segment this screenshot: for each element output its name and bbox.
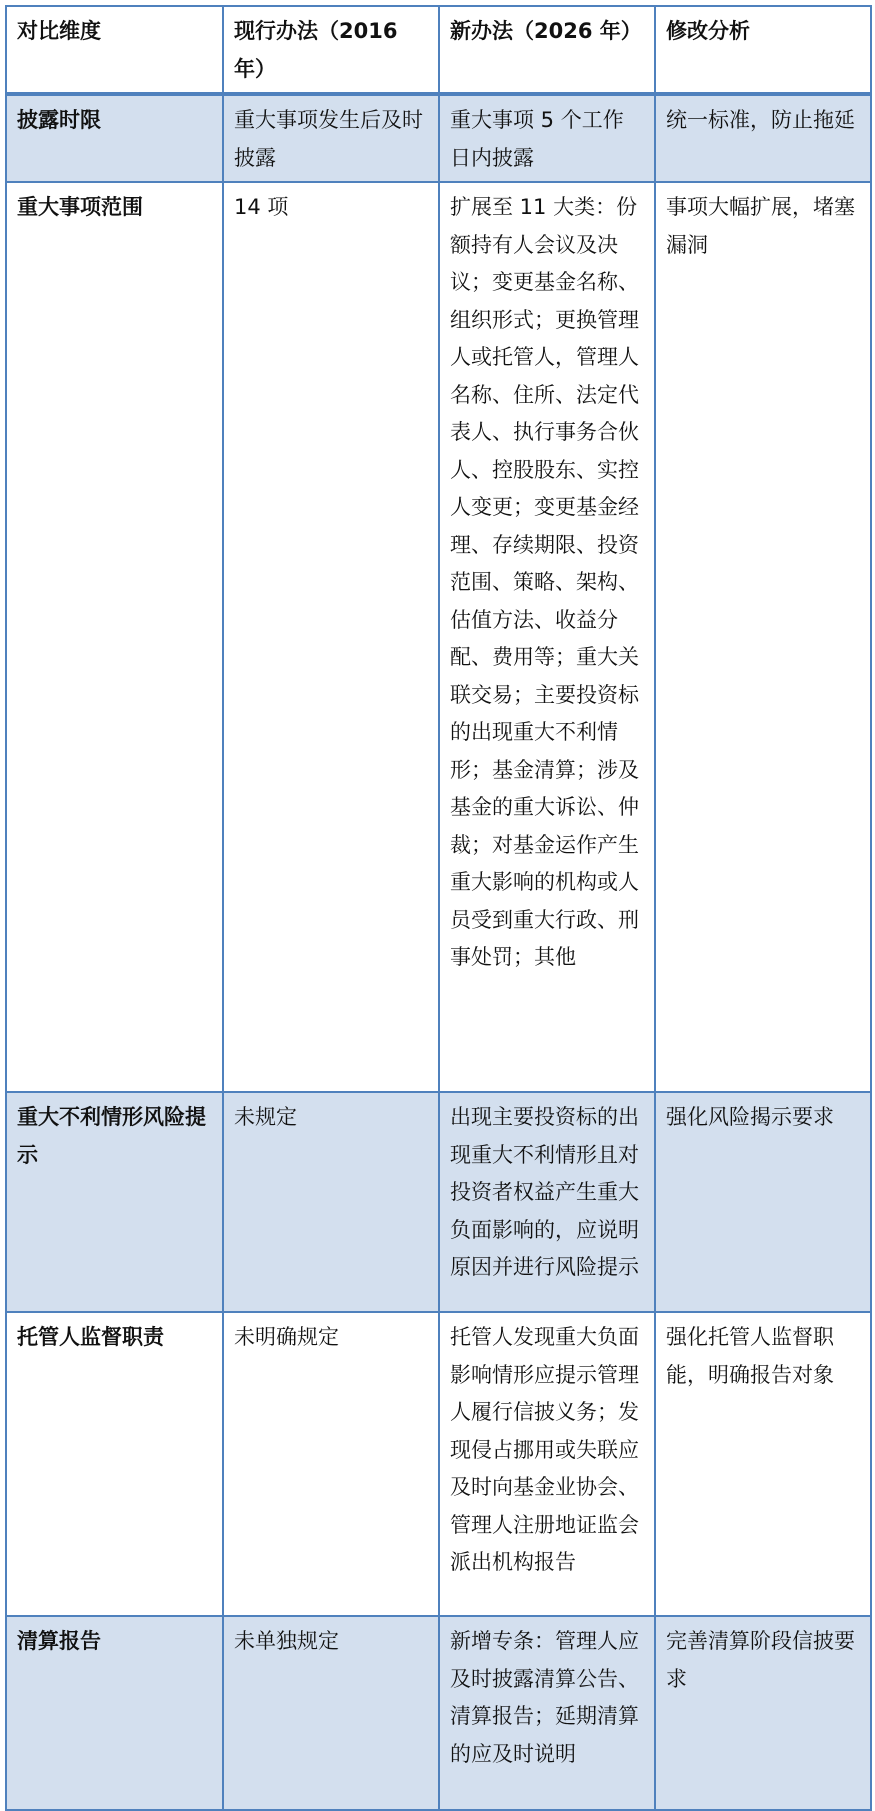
header-current-rules: 现行办法（2016年） <box>223 6 439 94</box>
table-row <box>6 1312 871 1616</box>
table-row <box>6 1616 871 1810</box>
cell-dimension: 托管人监督职责 <box>6 1312 223 1616</box>
header-row <box>6 6 871 94</box>
cell-current: 未单独规定 <box>223 1616 439 1810</box>
cell-new: 重大事项 5 个工作日内披露 <box>439 94 655 182</box>
cell-new: 托管人发现重大负面影响情形应提示管理人履行信披义务；发现侵占挪用或失联应及时向基金业协会、管理人注册地证监会派出机构报告 <box>439 1312 655 1616</box>
cell-current: 14 项 <box>223 182 439 1092</box>
cell-analysis: 强化托管人监督职能，明确报告对象 <box>655 1312 871 1616</box>
cell-dimension: 清算报告 <box>6 1616 223 1810</box>
cell-new: 出现主要投资标的出现重大不利情形且对投资者权益产生重大负面影响的，应说明原因并进行风险提示 <box>439 1092 655 1312</box>
cell-new: 新增专条：管理人应及时披露清算公告、清算报告；延期清算的应及时说明 <box>439 1616 655 1810</box>
header-dimension: 对比维度 <box>6 6 223 94</box>
cell-current: 未规定 <box>223 1092 439 1312</box>
table-row <box>6 1092 871 1312</box>
cell-current: 重大事项发生后及时披露 <box>223 94 439 182</box>
cell-analysis: 事项大幅扩展，堵塞漏洞 <box>655 182 871 1092</box>
cell-new: 扩展至 11 大类：份额持有人会议及决议；变更基金名称、组织形式；更换管理人或托管人，管理人名称、住所、法定代表人、执行事务合伙人、控股股东、实控人变更；变更基金经理、存续期限、投资范围、策略、架构、估值方法、收益分配、费用等；重大关联交易；主要投资标的出现重大不利情形；基金清算；涉及基金的重大诉讼、仲裁；对基金运作产生重大影响的机构或人员受到重大行政、刑事处罚；其他 <box>439 182 655 1092</box>
cell-analysis: 完善清算阶段信披要求 <box>655 1616 871 1810</box>
header-new-rules: 新办法（2026 年） <box>439 6 655 94</box>
comparison-table <box>5 5 872 1811</box>
header-analysis: 修改分析 <box>655 6 871 94</box>
table-row <box>6 182 871 1092</box>
cell-dimension: 披露时限 <box>6 94 223 182</box>
cell-analysis: 统一标准，防止拖延 <box>655 94 871 182</box>
cell-current: 未明确规定 <box>223 1312 439 1616</box>
cell-dimension: 重大事项范围 <box>6 182 223 1092</box>
cell-dimension: 重大不利情形风险提示 <box>6 1092 223 1312</box>
table-row <box>6 94 871 182</box>
cell-analysis: 强化风险揭示要求 <box>655 1092 871 1312</box>
